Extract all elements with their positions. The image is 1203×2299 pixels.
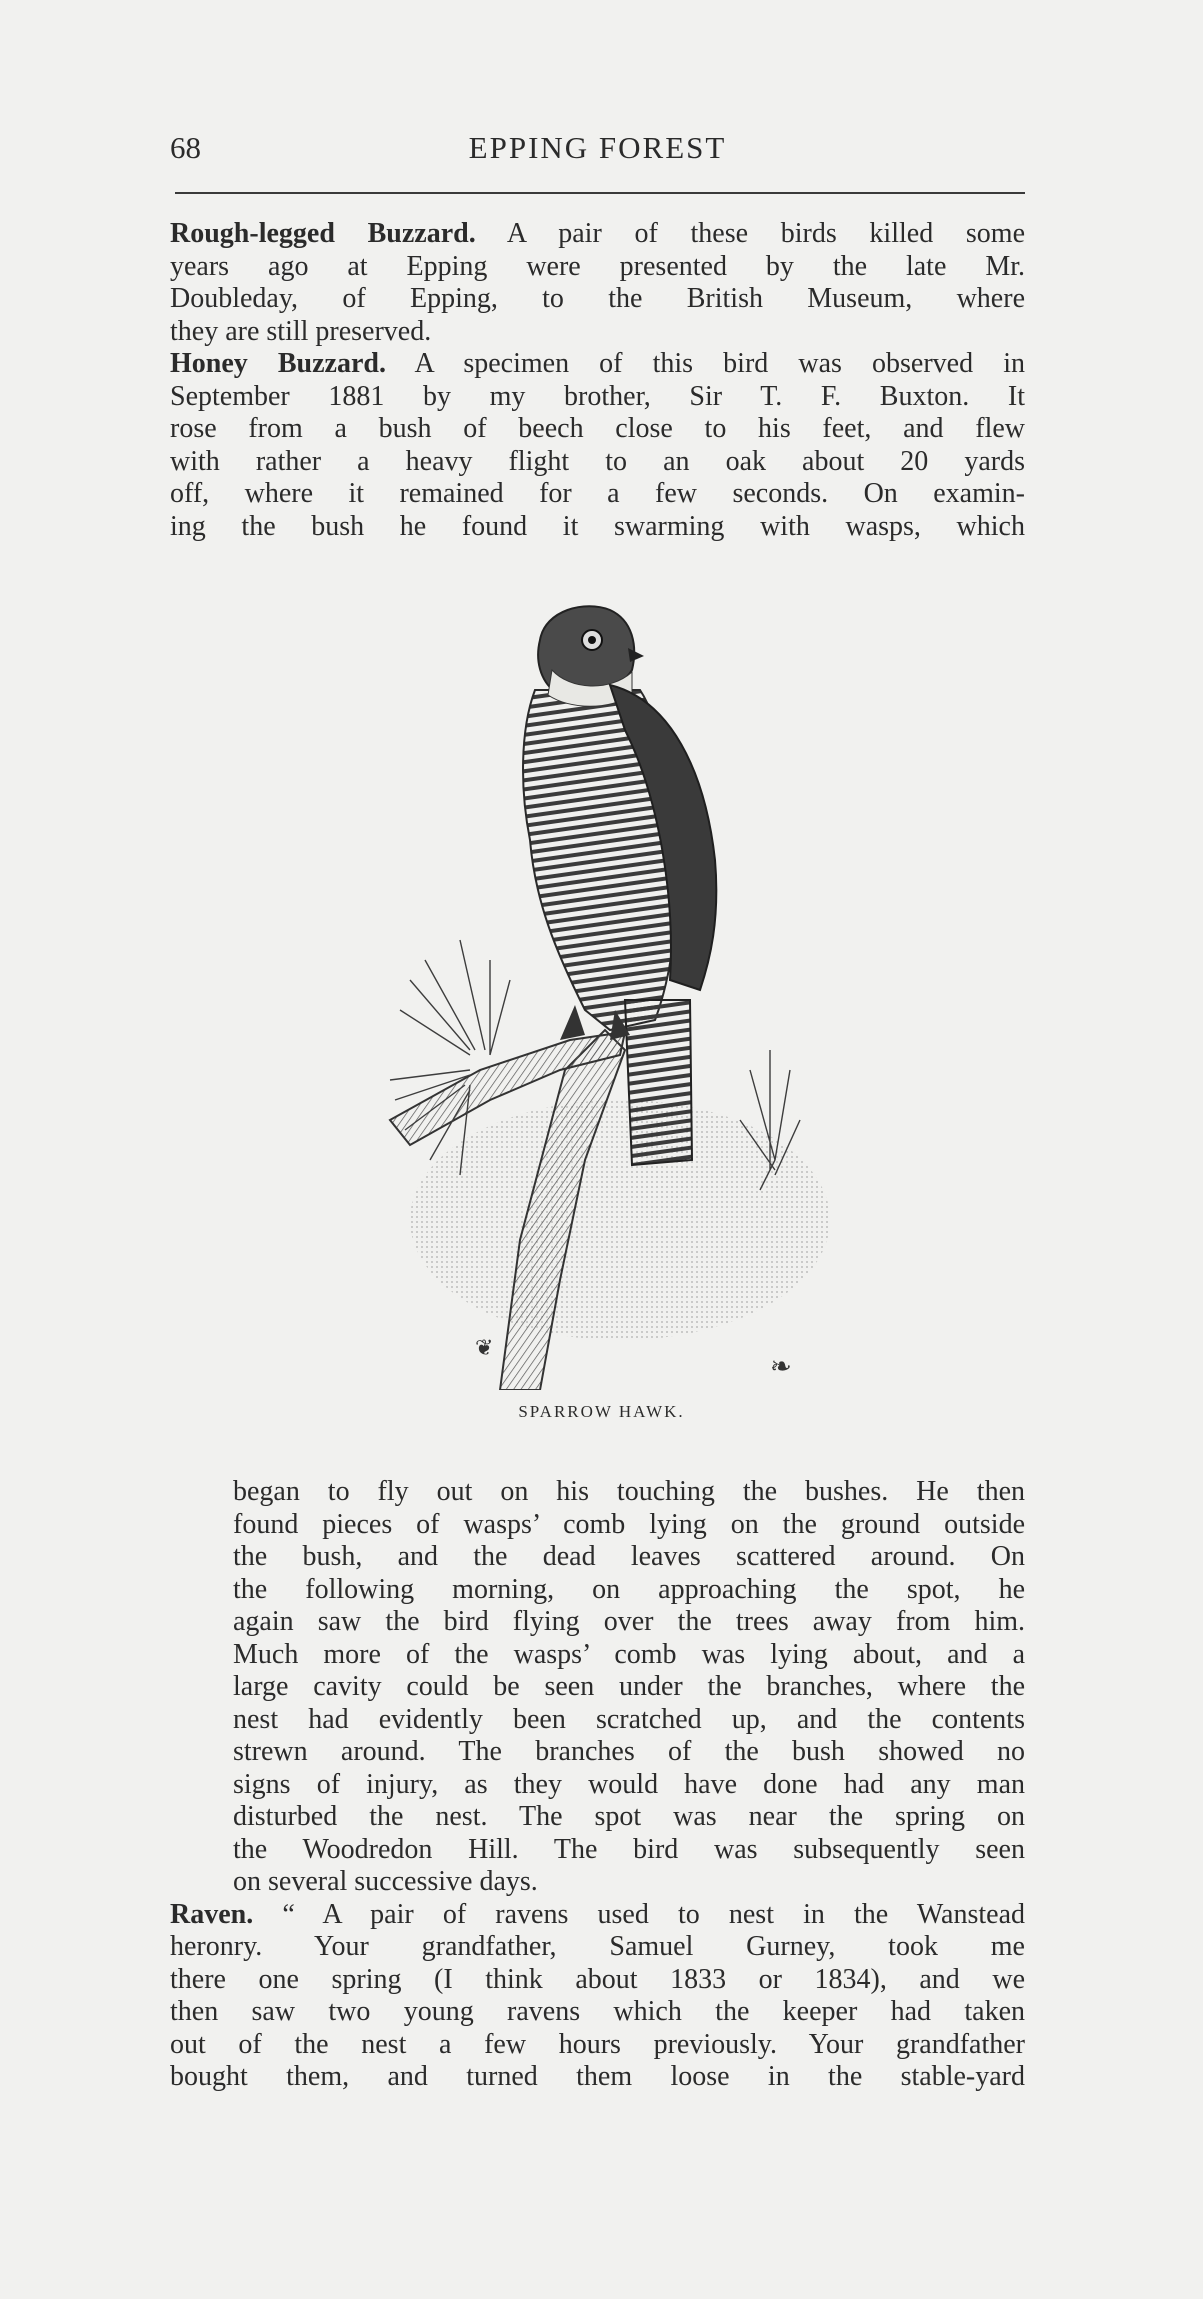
entry-line: they are still preserved. xyxy=(170,315,432,347)
entry-line: again saw the bird flying over the trees away from him. xyxy=(233,1606,1025,1637)
sparrow-hawk-illustration xyxy=(370,600,830,1390)
entry-line: heronry. Your grandfather, Samuel Gurney, took me xyxy=(170,1931,1025,1962)
running-title: EPPING FOREST xyxy=(468,130,727,165)
svg-text:❧: ❧ xyxy=(770,1352,792,1381)
entry-line: began to fly out on his touching the bushes. He then xyxy=(233,1476,1025,1507)
entry-rough-legged-buzzard xyxy=(170,218,1025,348)
entry-line: out of the nest a few hours previously. Your grandfather xyxy=(170,2028,1025,2060)
entry-name: Honey Buzzard. xyxy=(170,348,386,379)
entry-line: on several successive days. xyxy=(233,1866,538,1897)
entry-line: ing the bush he found it swarming with wasps, which xyxy=(170,510,1025,542)
entry-line: bought them, and turned them loose in the stable-yard xyxy=(170,2061,1025,2092)
entry-line: rose from a bush of beech close to his feet, and flew xyxy=(170,413,1025,444)
entry-honey-buzzard xyxy=(170,348,1025,543)
entry-line: found pieces of wasps’ comb lying on the ground outside xyxy=(233,1508,1025,1540)
entry-line: the following morning, on approaching the spot, he xyxy=(233,1573,1025,1605)
entry-line: then saw two young ravens which the keeper had taken xyxy=(170,1996,1025,2027)
entry-raven xyxy=(170,1899,1025,2094)
entry-line: there one spring (I think about 1833 or 1834), and we xyxy=(170,1963,1025,1995)
entry-line: the Woodredon Hill. The bird was subsequently seen xyxy=(233,1833,1025,1865)
entry-line: with rather a heavy flight to an oak about 20 yards xyxy=(170,445,1025,477)
entry-line: disturbed the nest. The spot was near the spring on xyxy=(233,1801,1025,1832)
entry-line: large cavity could be seen under the branches, where the xyxy=(233,1671,1025,1702)
entry-line: nest had evidently been scratched up, and the contents xyxy=(233,1703,1025,1735)
figure-caption: SPARROW HAWK. xyxy=(518,1402,685,1421)
entry-name: Raven. xyxy=(170,1898,254,1930)
header-rule xyxy=(175,192,1025,194)
page-header xyxy=(170,130,1025,170)
honey-buzzard-continuation xyxy=(170,1476,1025,1899)
entry-line: September 1881 by my brother, Sir T. F. Buxton. It xyxy=(170,380,1025,412)
entry-line: signs of injury, as they would have done had any man xyxy=(233,1768,1025,1800)
entry-line: A specimen of this bird was observed in xyxy=(386,348,1025,379)
sparrow-hawk-engraving xyxy=(370,600,830,1390)
entry-line: A pair of these birds killed some xyxy=(475,218,1025,249)
text-block-bottom xyxy=(170,1476,1025,2094)
entry-line: Much more of the wasps’ comb was lying about, and a xyxy=(233,1638,1025,1670)
text-block-top xyxy=(170,218,1025,543)
entry-line: strewn around. The branches of the bush showed no xyxy=(233,1736,1025,1767)
entry-line: years ago at Epping were presented by the late Mr. xyxy=(170,250,1025,282)
entry-line: “ A pair of ravens used to nest in the Wanstead xyxy=(253,1898,1025,1930)
svg-text:❦: ❦ xyxy=(475,1335,494,1360)
entry-line: Doubleday, of Epping, to the British Museum, where xyxy=(170,283,1025,314)
entry-name: Rough-legged Buzzard. xyxy=(170,218,476,249)
entry-line: the bush, and the dead leaves scattered around. On xyxy=(233,1541,1025,1572)
entry-line: off, where it remained for a few seconds. On examin- xyxy=(170,478,1025,509)
page-number: 68 xyxy=(170,130,201,165)
